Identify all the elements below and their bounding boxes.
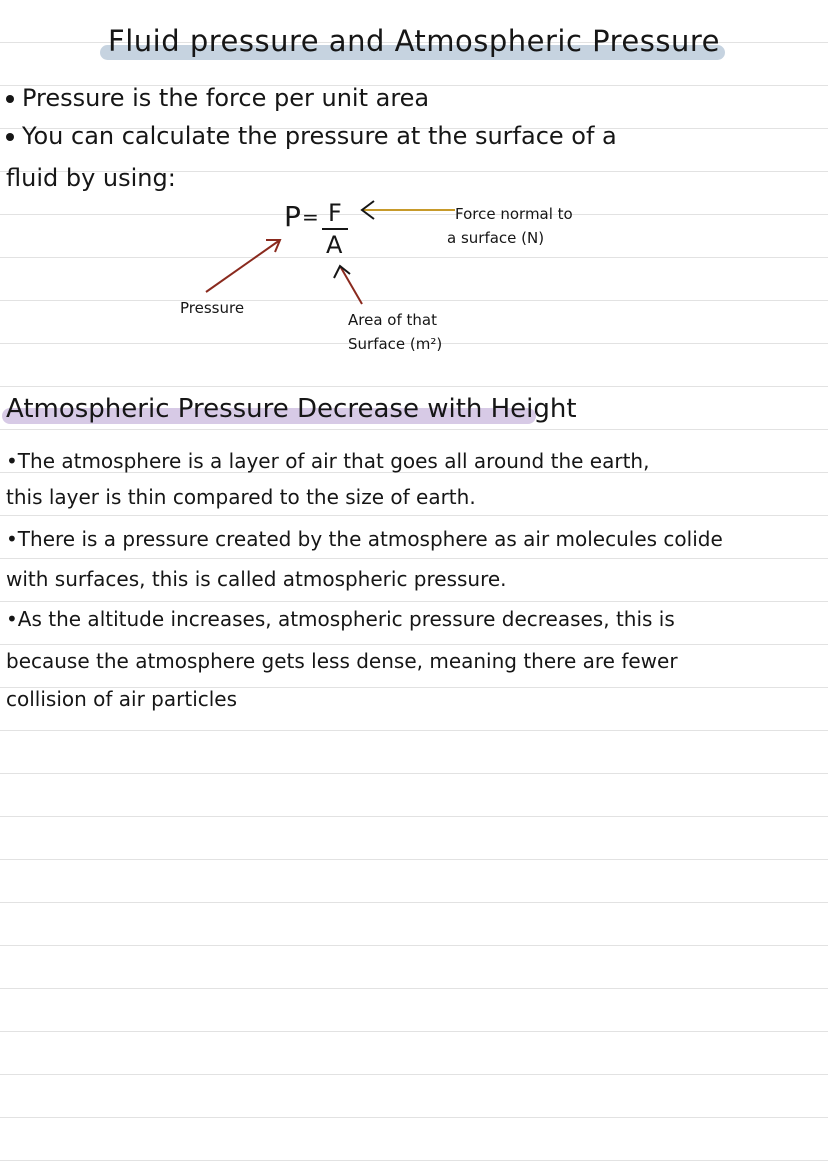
paragraph1-line2: this layer is thin compared to the size of earth. — [6, 485, 476, 509]
bullet-dot — [6, 133, 14, 141]
area-arrow — [334, 266, 362, 304]
pressure-arrow — [206, 240, 280, 292]
paragraph1-line1: •The atmosphere is a layer of air that goes all around the earth, — [6, 449, 650, 473]
area-label-line2: Surface (m²) — [348, 335, 443, 353]
area-label-line1: Area of that — [348, 311, 437, 329]
formula-denominator: A — [326, 231, 343, 259]
paragraph2-line2: with surfaces, this is called atmospheric pressure. — [6, 567, 507, 591]
force-label-line1: Force normal to — [455, 205, 573, 223]
force-arrow — [362, 201, 455, 219]
paragraph3-line2: because the atmosphere gets less dense, meaning there are fewer — [6, 649, 678, 673]
bullet-calculate-line2: fluid by using: — [6, 164, 176, 192]
paragraph3-line1: •As the altitude increases, atmospheric pressure decreases, this is — [6, 607, 675, 631]
bullet-text: Pressure is the force per unit area — [22, 84, 430, 112]
bullet-dot — [6, 95, 14, 103]
formula-equals: = — [302, 205, 319, 229]
force-label-line2: a surface (N) — [447, 229, 545, 247]
bullet-pressure-definition — [6, 80, 429, 116]
paragraph3-line3: collision of air particles — [6, 687, 238, 711]
formula-p: P — [284, 200, 301, 233]
page-title: Fluid pressure and Atmospheric Pressure — [108, 24, 720, 58]
section-heading: Atmospheric Pressure Decrease with Height — [6, 394, 577, 424]
formula-numerator: F — [328, 199, 342, 227]
paragraph2-line1: •There is a pressure created by the atmosphere as air molecules colide — [6, 527, 723, 551]
pressure-label: Pressure — [180, 299, 245, 317]
bullet-text: You can calculate the pressure at the surface of a — [22, 122, 617, 150]
bullet-calculate-line1 — [6, 118, 617, 154]
